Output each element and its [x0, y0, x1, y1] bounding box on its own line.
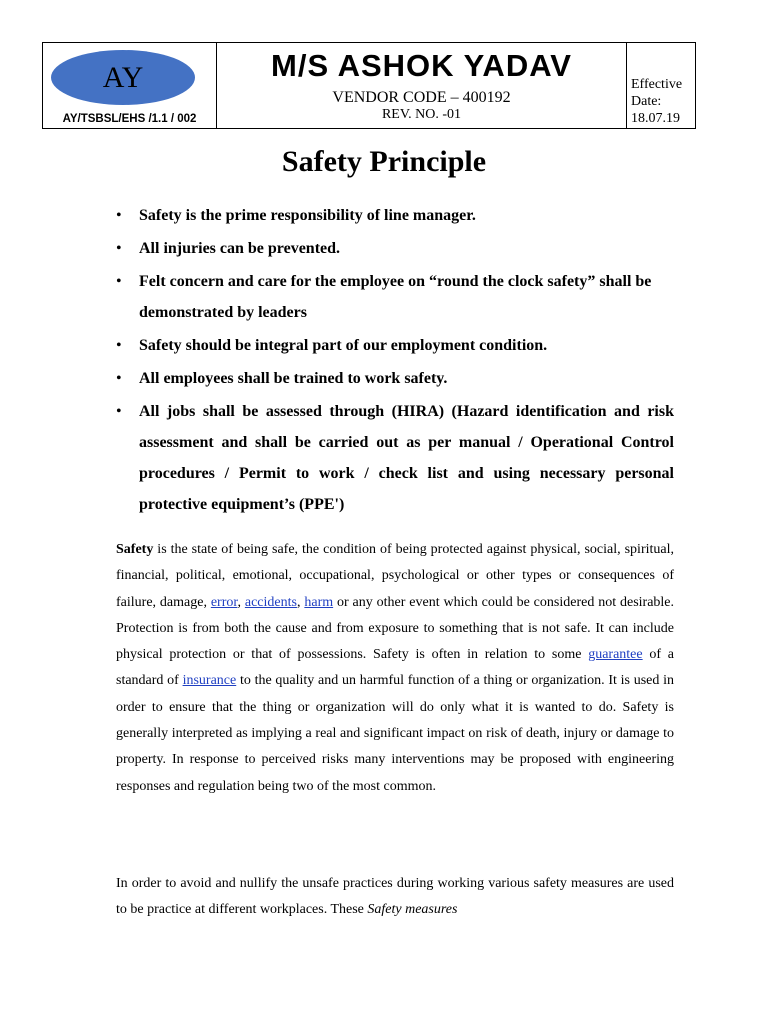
link-guarantee[interactable]: guarantee — [588, 647, 643, 663]
list-item: • All jobs shall be assessed through (HIRA) (Hazard identification and risk assessment and shall be carried out as per manual / Operational Control procedures / Permit to work / check list and using necessary personal protective equipment’s (PPE') — [116, 396, 674, 520]
company-logo — [51, 50, 195, 105]
link-insurance[interactable]: insurance — [182, 673, 237, 689]
list-item: • Safety is the prime responsibility of line manager. — [116, 200, 674, 231]
paragraph-text: of a standard of — [116, 647, 674, 689]
logo-text: AY — [102, 60, 144, 94]
link-accidents[interactable]: accidents — [244, 594, 297, 610]
document-code: AY/TSBSL/EHS /1.1 / 002 — [62, 113, 197, 125]
list-item: • All injuries can be prevented. — [116, 233, 674, 264]
principles-list — [116, 200, 674, 522]
list-item: • Safety should be integral part of our employment condition. — [116, 330, 674, 361]
company-cell — [217, 43, 627, 128]
link-error[interactable]: error — [210, 594, 238, 610]
italic-term: Safety measures — [367, 902, 458, 918]
revision-number: REV. NO. -01 — [381, 107, 462, 122]
separator: , — [296, 594, 305, 610]
company-name: M/S ASHOK YADAV — [271, 48, 572, 83]
logo-cell — [43, 43, 217, 128]
list-item: • All employees shall be trained to work safety. — [116, 363, 674, 394]
safety-definition-paragraph — [116, 537, 674, 800]
safety-measures-paragraph — [116, 871, 674, 924]
effective-date-label: Effective Date: — [631, 77, 683, 109]
separator: , — [237, 594, 245, 610]
effective-date-value: 18.07.19 — [631, 111, 680, 126]
bold-term: Safety — [116, 542, 154, 557]
page-title: Safety Principle — [281, 145, 487, 178]
link-harm[interactable]: harm — [304, 594, 334, 610]
vendor-code: VENDOR CODE – 400192 — [332, 89, 511, 106]
list-item: • Felt concern and care for the employee on “round the clock safety” shall be demonstrated by leaders — [116, 266, 674, 328]
paragraph-text: In order to avoid and nullify the unsafe practices during working various safety measures are used to be practice at different workplaces. These — [116, 876, 674, 918]
paragraph-text: or any other event which could be considered not desirable. Protection is from both the cause and from exposure to something that is not safe. It can include physical protection or that of possessions. Safety is often in relation to some — [116, 594, 675, 663]
document-header — [42, 42, 696, 129]
paragraph-text: is the state of being safe, the condition of being protected against physical, social, spiritual, financial, political, emotional, occupational, psychological or other types or consequences of failure, damage, — [116, 542, 674, 610]
paragraph-text: to the quality and un harmful function of a thing or organization. It is used in order to ensure that the thing or organization will do only what it is wanted to do. Safety is generally interpreted as implying a real and significant impact on risk of death, injury or damage to property. In response to perceived risks many interventions may be proposed with engineering responses and regulation being two of the most common. — [116, 673, 674, 794]
effective-date-cell — [627, 43, 695, 128]
